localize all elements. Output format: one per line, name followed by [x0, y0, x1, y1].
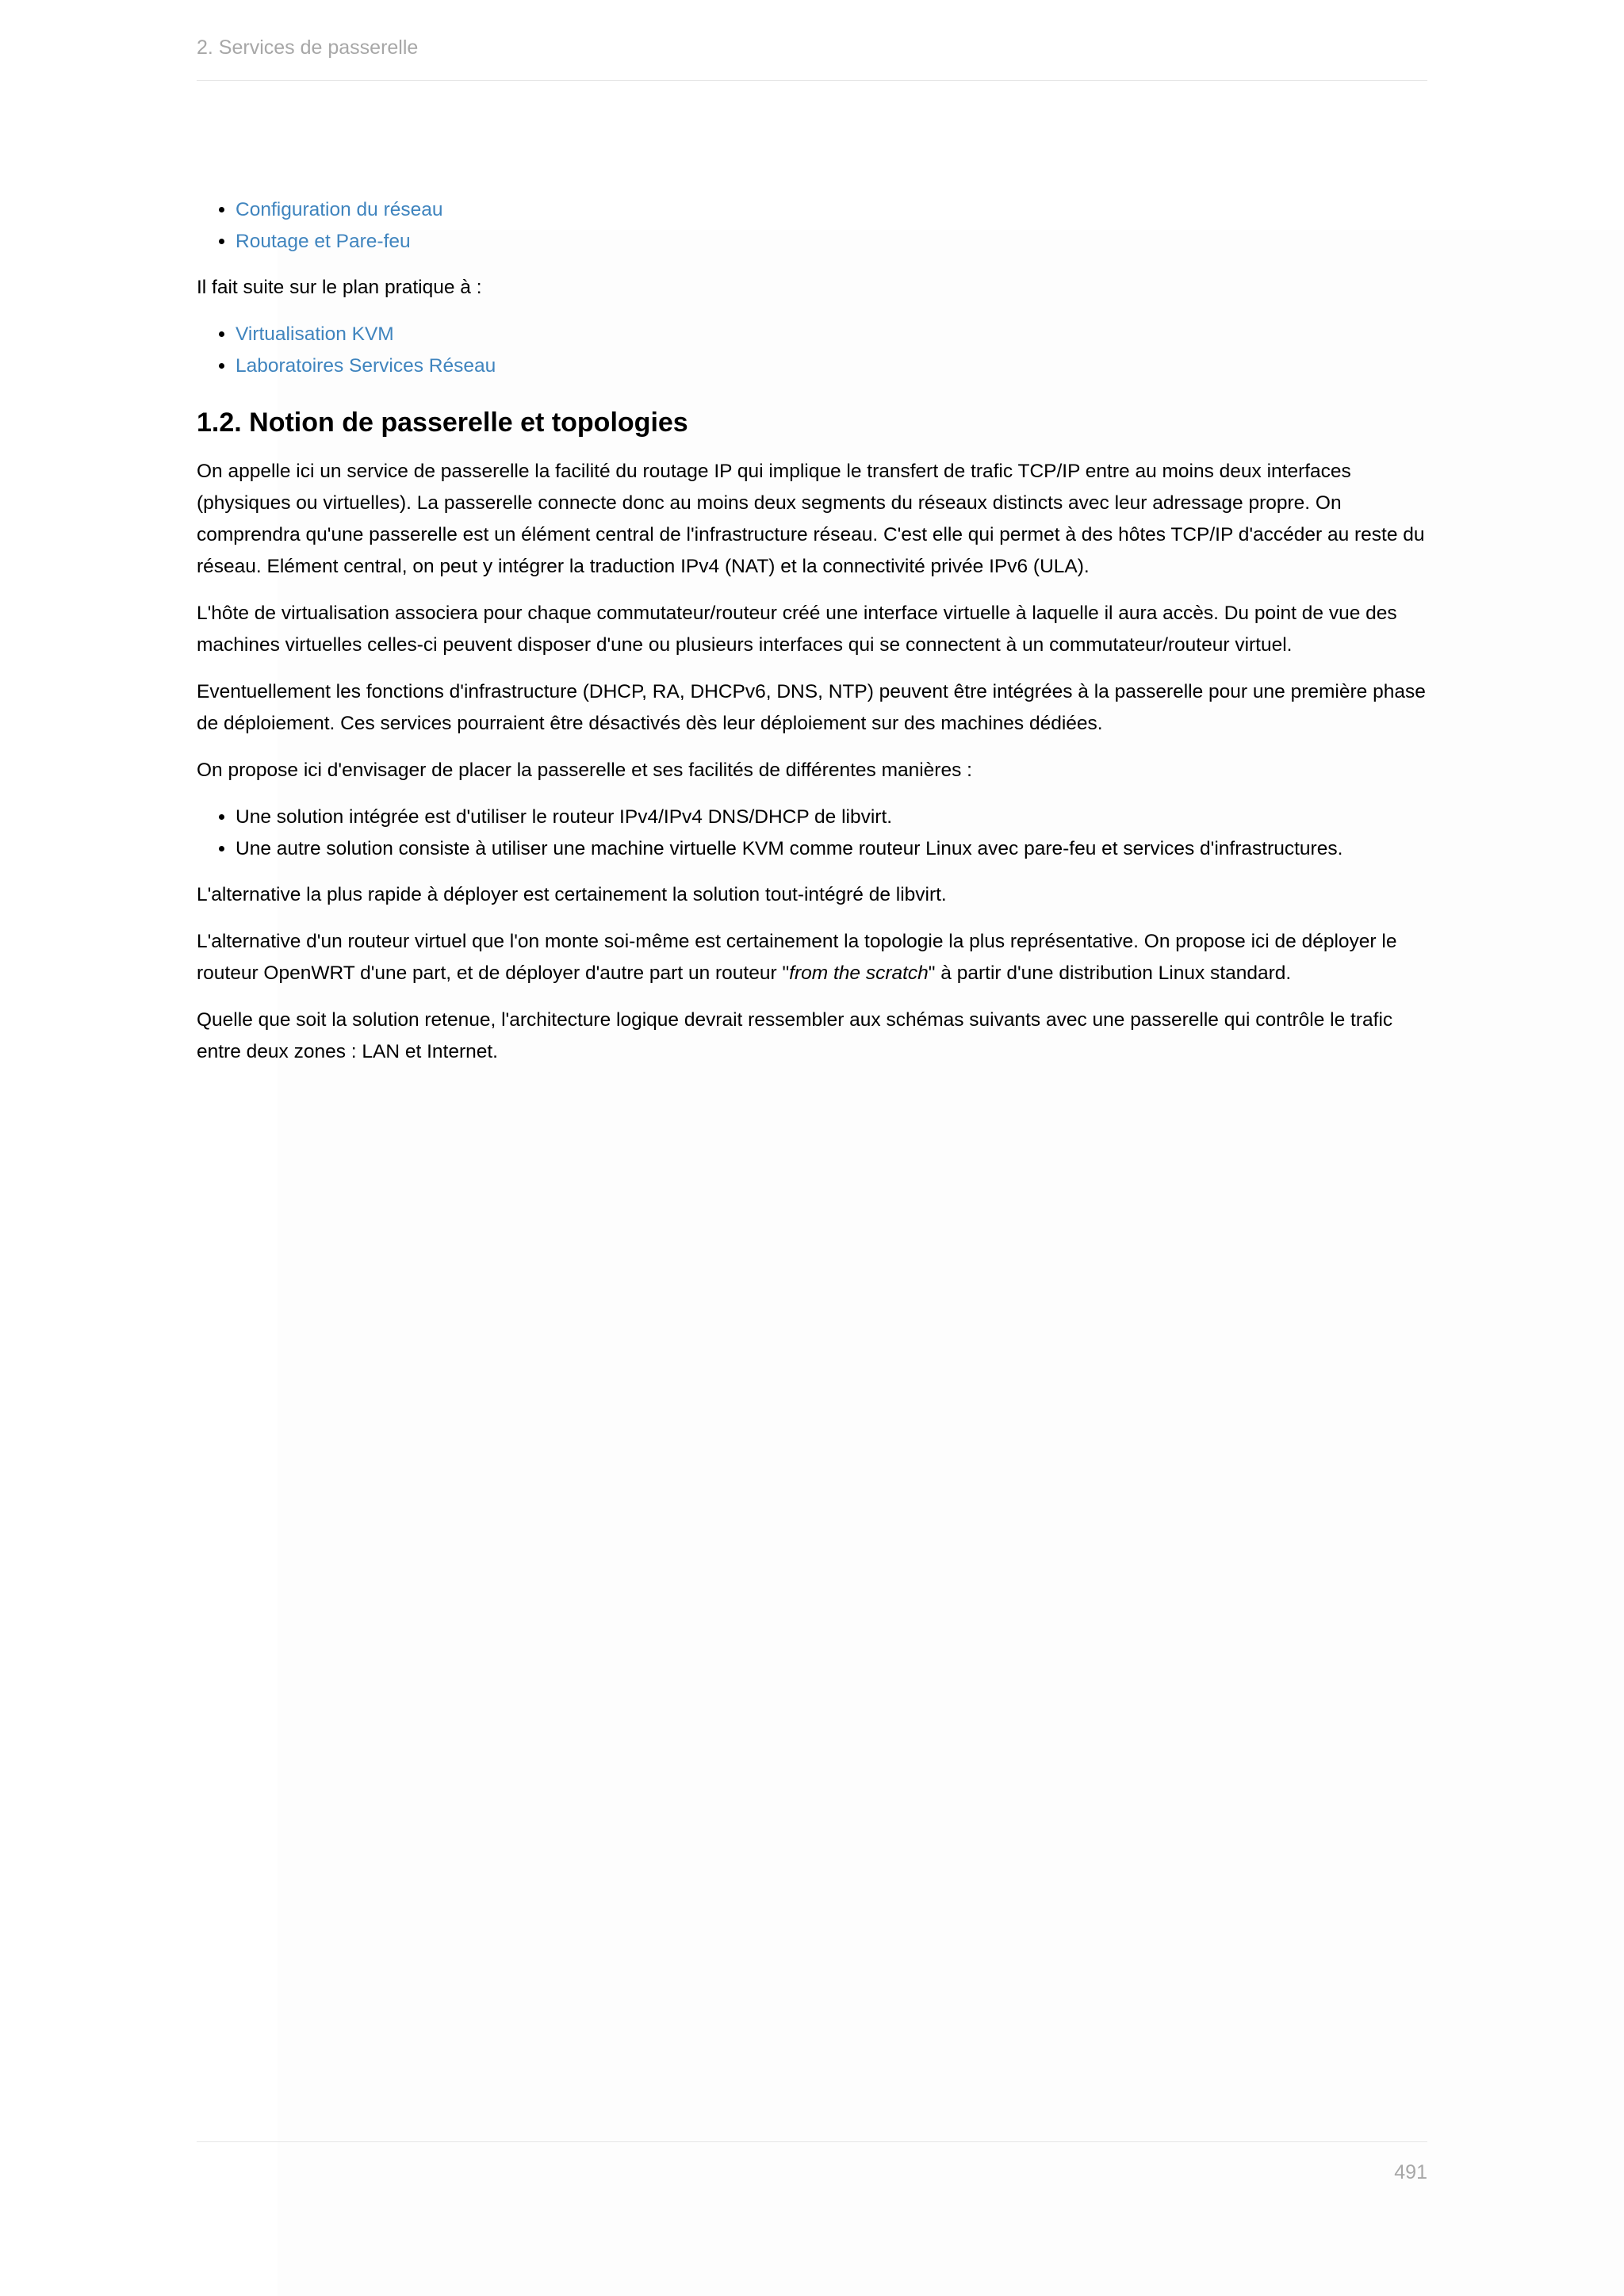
list-item — [236, 350, 1427, 382]
link-virtualisation-kvm[interactable]: Virtualisation KVM — [236, 323, 394, 345]
list-item — [236, 226, 1427, 258]
related-links-list — [197, 194, 1427, 258]
paragraph-text: " à partir d'une distribution Linux standard. — [928, 962, 1292, 984]
paragraph: Quelle que soit la solution retenue, l'architecture logique devrait ressembler aux schémas suivants avec une passerelle qui contrôle le trafic entre deux zones : LAN et Internet. — [197, 1009, 1393, 1062]
header-divider — [197, 80, 1427, 81]
list-item — [236, 194, 1427, 226]
paragraph: On propose ici d'envisager de placer la passerelle et ses facilités de différentes manières : — [197, 760, 972, 781]
running-header: 2. Services de passerelle — [197, 36, 419, 59]
paragraph: L'alternative la plus rapide à déployer est certainement la solution tout-intégré de libvirt. — [197, 884, 947, 905]
solutions-list — [197, 802, 1427, 865]
paragraph — [197, 926, 1427, 989]
paragraph-text: L'alternative d'un routeur virtuel que l'on monte soi-même est certainement la topologie la plus représentative. On propose ici de déployer le routeur OpenWRT d'une part, et de déployer d'autre part un routeur " — [197, 931, 1397, 984]
list-item: • Une solution intégrée est d'utiliser le routeur IPv4/IPv4 DNS/DHCP de libvirt. — [236, 802, 1427, 833]
page-number: 491 — [1394, 2161, 1427, 2183]
section-heading: 1.2. Notion de passerelle et topologies — [197, 408, 688, 438]
paragraph: L'hôte de virtualisation associera pour chaque commutateur/routeur créé une interface virtuelle à laquelle il aura accès. Du point de vue des machines virtuelles celles-ci peuvent disposer d'une ou plusieurs interfaces qui se connectent à un commutateur/routeur virtuel. — [197, 603, 1397, 656]
emphasis-text: from the scratch — [789, 962, 929, 984]
practical-links-list — [197, 319, 1427, 382]
link-configuration-reseau[interactable]: Configuration du réseau — [236, 199, 443, 220]
paragraph: Eventuellement les fonctions d'infrastructure (DHCP, RA, DHCPv6, DNS, NTP) peuvent être intégrées à la passerelle pour une première phase de déploiement. Ces services pourraient être désactivés dès leur déploiement sur des machines dédiées. — [197, 681, 1426, 734]
paragraph: On appelle ici un service de passerelle la facilité du routage IP qui implique le transfert de trafic TCP/IP entre au moins deux interfaces (physiques ou virtuelles). La passerelle connecte donc au moins deux segments du réseaux distincts avec leur adressage propre. On comprendra qu'une passerelle est un élément central de l'infrastructure réseau. C'est elle qui permet à des hôtes TCP/IP d'accéder au reste du réseau. Elément central, on peut y intégrer la traduction IPv4 (NAT) et la connectivité privée IPv6 (ULA). — [197, 461, 1425, 577]
document-content — [197, 194, 1427, 1083]
link-laboratoires-services-reseau[interactable]: Laboratoires Services Réseau — [236, 355, 496, 377]
list-item: • Une autre solution consiste à utiliser une machine virtuelle KVM comme routeur Linux avec pare-feu et services d'infrastructures. — [236, 833, 1427, 865]
list-item — [236, 319, 1427, 350]
intro-followup-text: Il fait suite sur le plan pratique à : — [197, 277, 482, 298]
link-routage-pare-feu[interactable]: Routage et Pare-feu — [236, 231, 411, 252]
footer-divider — [197, 2141, 1427, 2142]
